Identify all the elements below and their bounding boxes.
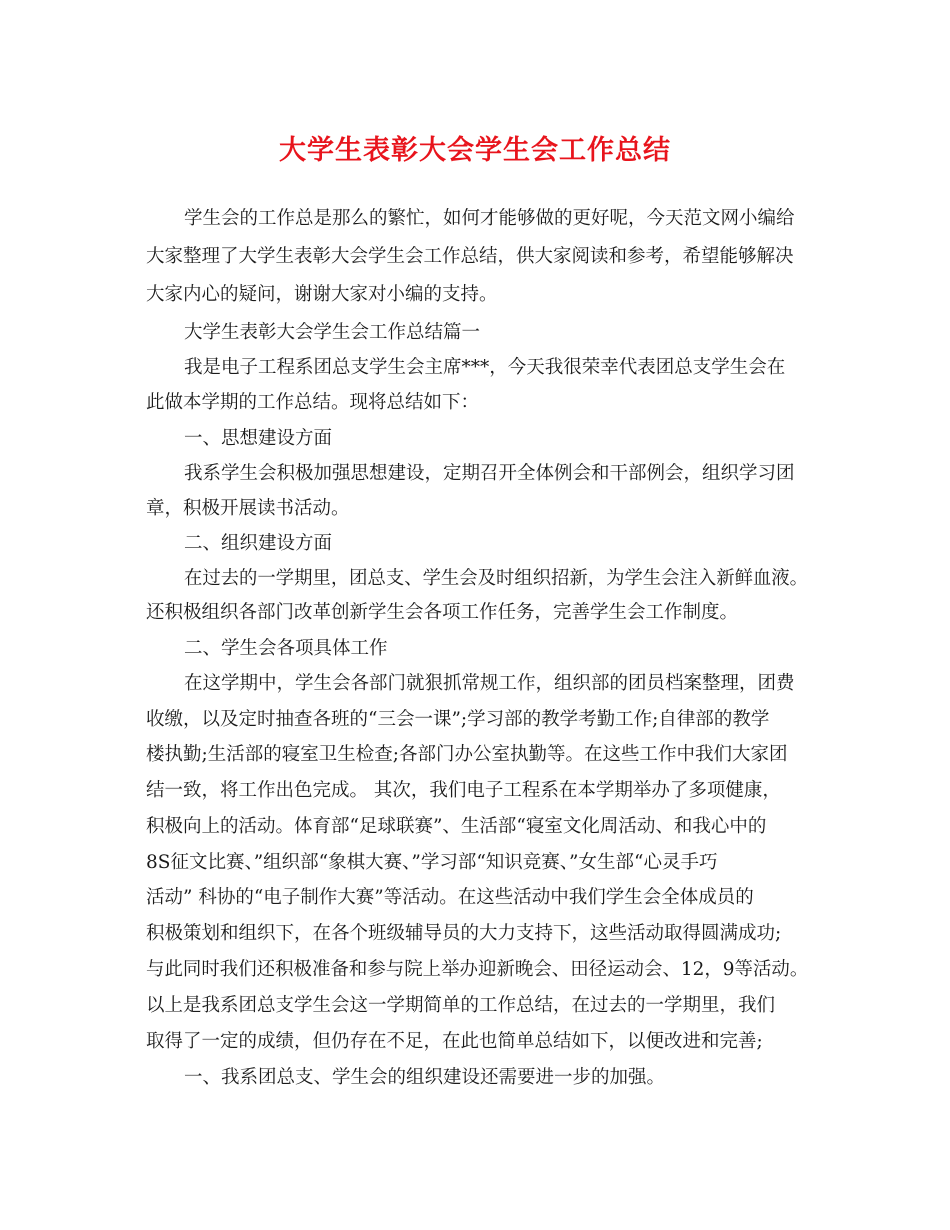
paragraph-line: 活动” 科协的“电子制作大赛”等活动。在这些活动中我们学生会全体成员的	[146, 887, 754, 908]
paragraph-line: 积极向上的活动。体育部“足球联赛”、生活部“寝室文化周活动、和我心中的	[146, 816, 767, 837]
paragraph-line: 我系学生会积极加强思想建设，定期召开全体例会和干部例会，组织学习团	[184, 463, 795, 484]
paragraph-line: 积极策划和组织下，在各个班级辅导员的大力支持下，这些活动取得圆满成功;	[146, 923, 782, 944]
paragraph-line: 此做本学期的工作总结。现将总结如下：	[146, 392, 480, 413]
section-heading: 二、学生会各项具体工作	[184, 638, 388, 659]
paragraph-line: 以上是我系团总支学生会这一学期简单的工作总结，在过去的一学期里，我们	[146, 995, 776, 1016]
paragraph-line: 大家内心的疑问，谢谢大家对小编的支持。	[146, 284, 498, 305]
document-title: 大学生表彰大会学生会工作总结	[279, 135, 671, 166]
section-heading: 二、组织建设方面	[184, 533, 333, 554]
paragraph-line: 学生会的工作总是那么的繁忙，如何才能够做的更好呢，今天范文网小编给	[184, 208, 795, 229]
section-heading: 大学生表彰大会学生会工作总结篇一	[184, 322, 481, 343]
paragraph-line: 章，积极开展读书活动。	[146, 498, 350, 519]
paragraph-line: 取得了一定的成绩，但仍存在不足，在此也简单总结如下，以便改进和完善;	[146, 1031, 763, 1052]
paragraph-line: 楼执勤;生活部的寝室卫生检查;各部门办公室执勤等。在这些工作中我们大家团	[146, 744, 788, 765]
section-heading: 一、我系团总支、学生会的组织建设还需要进一步的加强。	[184, 1067, 666, 1088]
paragraph-line: 结一致，将工作出色完成。 其次，我们电子工程系在本学期举办了多项健康，	[146, 780, 781, 801]
paragraph-line: 大家整理了大学生表彰大会学生会工作总结，供大家阅读和参考，希望能够解决	[146, 246, 794, 267]
paragraph-line: 收缴，以及定时抽查各班的“三会一课”;学习部的教学考勤工作;自律部的教学	[146, 709, 770, 730]
paragraph-line: 还积极组织各部门改革创新学生会各项工作任务，完善学生会工作制度。	[146, 602, 739, 623]
paragraph-line: 在过去的一学期里，团总支、学生会及时组织招新，为学生会注入新鲜血液。	[184, 568, 808, 589]
paragraph-line: 与此同时我们还积极准备和参与院上举办迎新晚会、田径运动会、12，9等活动。	[146, 959, 809, 980]
paragraph-line: 我是电子工程系团总支学生会主席***，今天我很荣幸代表团总支学生会在	[184, 357, 786, 378]
section-heading: 一、思想建设方面	[184, 428, 333, 449]
paragraph-line: 8S征文比赛、”组织部“象棋大赛、”学习部“知识竞赛、”女生部“心灵手巧	[146, 852, 718, 873]
paragraph-line: 在这学期中，学生会各部门就狠抓常规工作，组织部的团员档案整理，团费	[184, 673, 795, 694]
